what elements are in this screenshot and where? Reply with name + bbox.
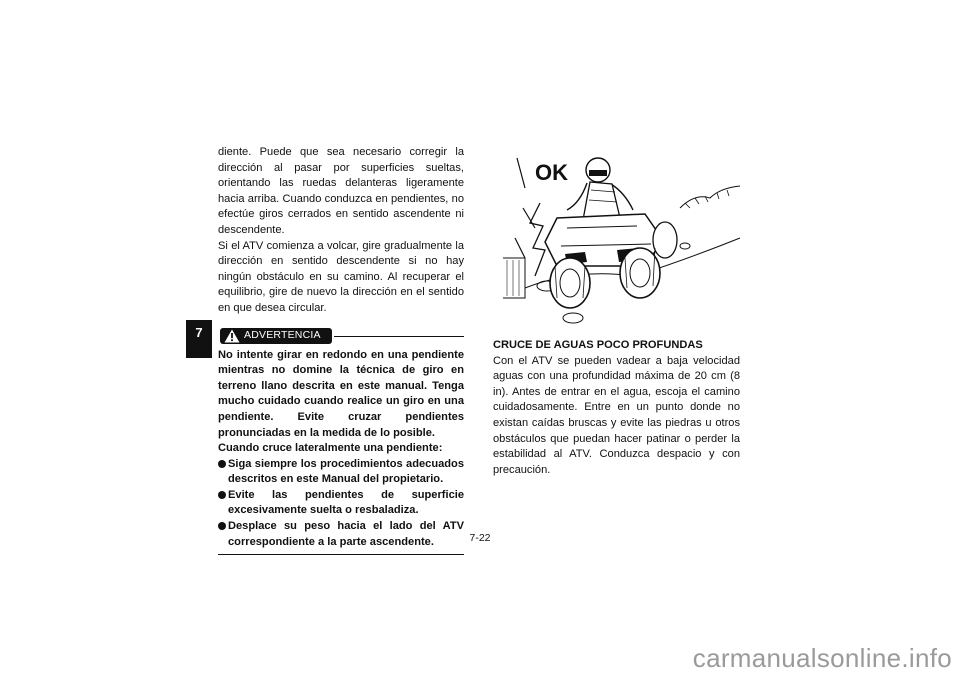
list-item [218, 457, 464, 488]
bullet-icon [218, 522, 226, 530]
right-column [493, 338, 740, 478]
list-item-text: Desplace su peso hacia el lado del ATV correspondiente a la parte ascendente. [228, 520, 464, 548]
warning-triangle-icon [224, 329, 240, 343]
warning-header [218, 326, 464, 348]
list-item [218, 519, 464, 550]
warning-list [218, 457, 464, 551]
list-item-text: Siga siempre los procedimientos adecuados descritos en este Manual del propietario. [228, 457, 464, 486]
warning-label: ADVERTENCIA [244, 328, 321, 341]
list-item-text: Evite las pendientes de superficie excesivamente suelta o resbaladiza. [228, 488, 464, 517]
bullet-icon [218, 460, 226, 468]
warning-body [218, 348, 464, 556]
list-item [218, 488, 464, 519]
chapter-tab [186, 320, 212, 358]
paragraph: Si el ATV comienza a volcar, gire gradualmente la dirección en sentido descendente si no hay ningún obstáculo en su camino. Al recuperar el equilibrio, gire de nuevo la dirección en el sentido en que desea circular. [218, 239, 464, 314]
paragraph: Con el ATV se pueden vadear a baja velocidad aguas con una profundidad máxima de 20 cm (8 in). Antes de entrar en el agua, escoja el camino cuidadosamente. Entre en un punto donde no existan caídas bruscas y evite las piedras u otros obstáculos que puedan hacer patinar o perder la estabilidad al ATV. Conduzca despacio y con precaución. [493, 354, 740, 476]
section-title: CRUCE DE AGUAS POCO PROFUNDAS [493, 339, 703, 351]
warning-list-intro: Cuando cruce lateralmente una pendiente: [218, 442, 443, 455]
atv-slope-illustration [495, 148, 745, 328]
ok-label: OK [535, 160, 568, 185]
warning-rule [334, 336, 464, 337]
chapter-number: 7 [195, 325, 203, 340]
warning-badge [220, 328, 332, 344]
warning-text: No intente girar en redondo en una pendiente mientras no domine la técnica de giro en terreno llano descrita en este manual. Tenga mucho cuidado cuando realice un giro en una pendiente. Evite cruzar pendientes pronunciadas en la medida de lo posible. [218, 348, 464, 439]
page-number: 7-22 [469, 532, 491, 544]
left-column [218, 145, 464, 555]
watermark: carmanualsonline.info [692, 643, 952, 673]
bullet-icon [218, 491, 226, 499]
paragraph: diente. Puede que sea necesario corregir la dirección al pasar por superficies sueltas, orientando las ruedas delanteras ligeramente hacia arriba. Cuando conduzca en pendientes, no efectúe giros cerrados en sentido ascendente ni descendente. [218, 146, 464, 236]
warning-end-rule [218, 554, 464, 555]
